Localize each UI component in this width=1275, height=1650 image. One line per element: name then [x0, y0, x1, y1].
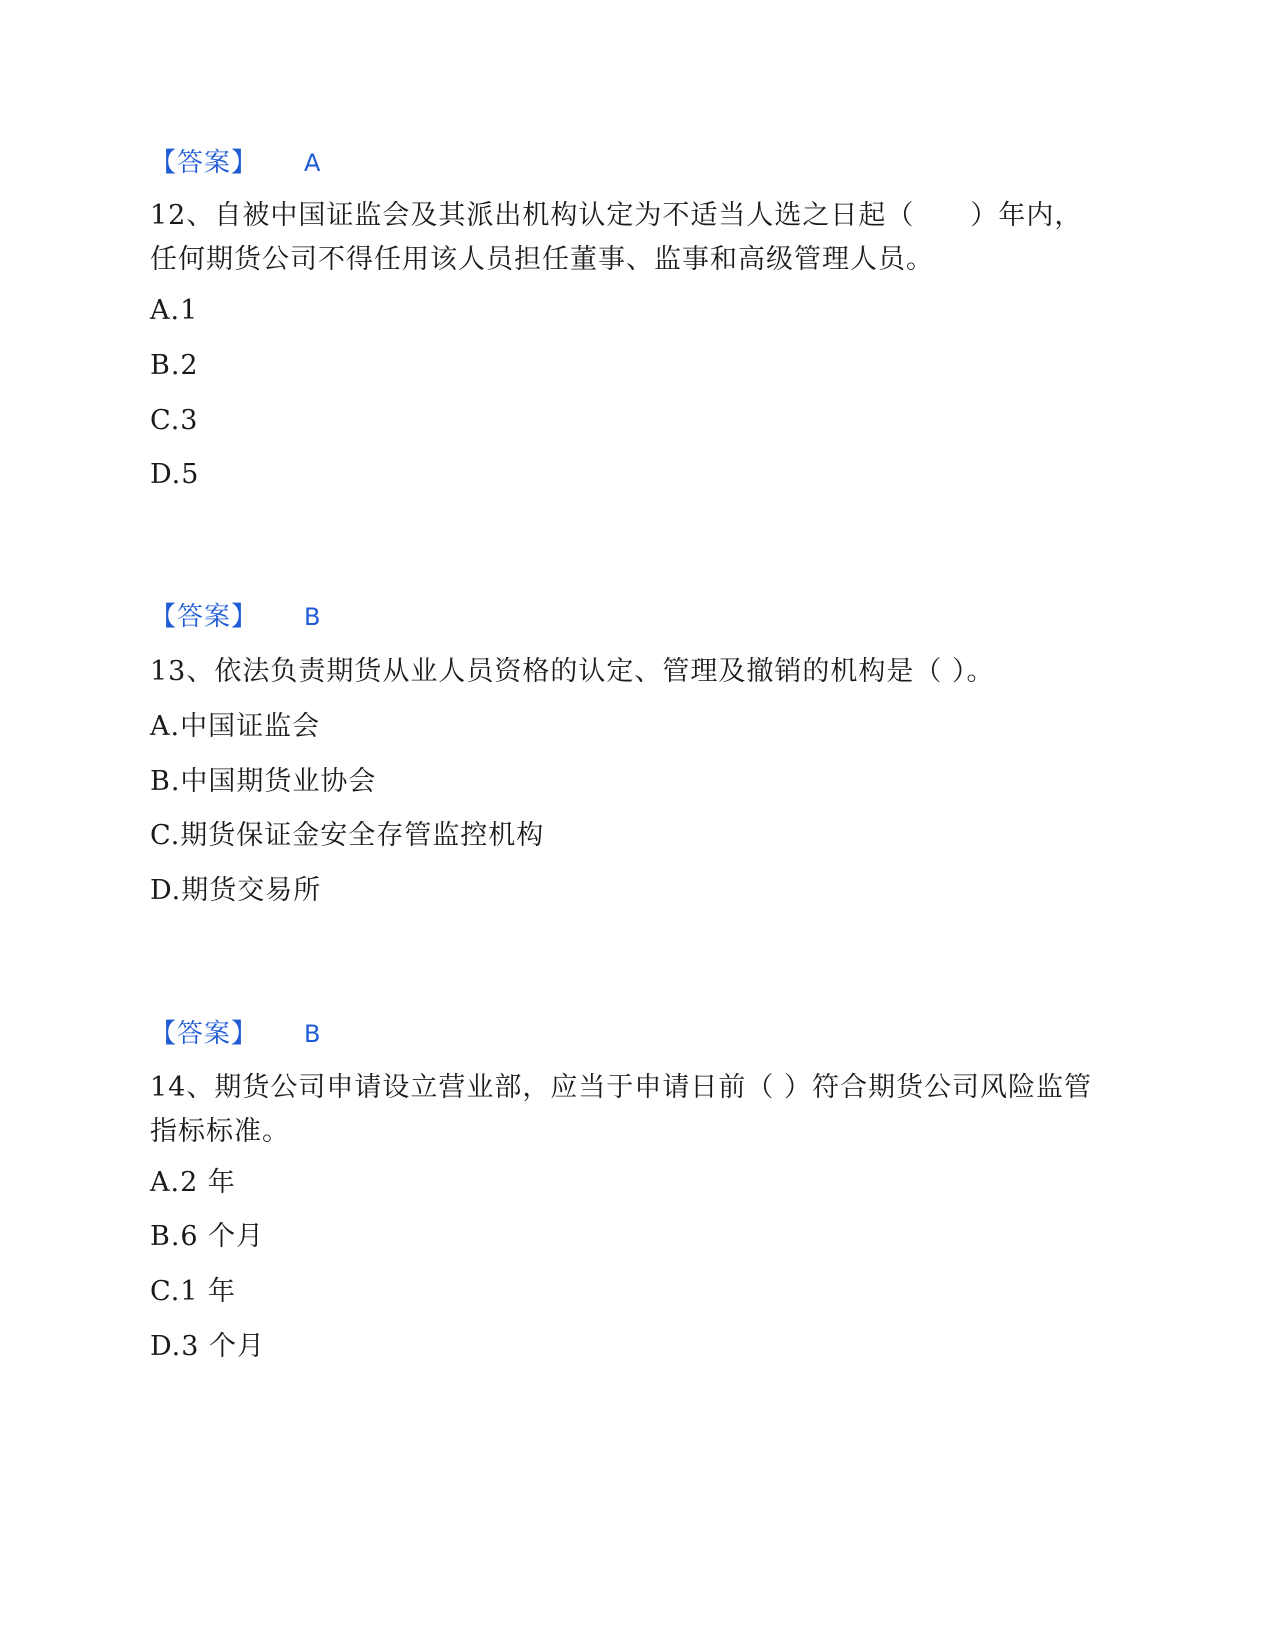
answer-line [150, 1017, 320, 1051]
option-d: D.3 个月 [150, 1331, 266, 1362]
option-c: C.3 [150, 405, 199, 436]
option-d: D.期货交易所 [150, 875, 322, 906]
answer-value: A [304, 149, 321, 177]
option-c: C.1 年 [150, 1276, 237, 1307]
option-d: D.5 [150, 459, 200, 490]
answer-line [150, 600, 320, 634]
answer-label: 【答案】 [150, 1019, 259, 1049]
option-b: B.6 个月 [150, 1221, 265, 1252]
answer-line [150, 146, 320, 180]
option-a: A.2 年 [150, 1167, 236, 1198]
answer-label: 【答案】 [150, 602, 259, 632]
question-12: 12、自被中国证监会及其派出机构认定为不适当人选之日起（ ）年内，任何期货公司不得任用该人员担任董事、监事和高级管理人员。 [150, 200, 1083, 275]
answer-value: B [304, 1020, 321, 1048]
option-b: B.2 [150, 350, 199, 381]
question-14: 14、期货公司申请设立营业部，应当于申请日前（ ）符合期货公司风险监管指标标准。 [150, 1072, 1092, 1147]
option-b: B.中国期货业协会 [150, 766, 377, 797]
question-13: 13、依法负责期货从业人员资格的认定、管理及撤销的机构是（ ）。 [150, 656, 995, 687]
option-c: C.期货保证金安全存管监控机构 [150, 820, 545, 851]
option-a: A.1 [150, 295, 199, 326]
answer-value: B [304, 603, 321, 631]
answer-label: 【答案】 [150, 148, 259, 178]
option-a: A.中国证监会 [150, 711, 321, 742]
